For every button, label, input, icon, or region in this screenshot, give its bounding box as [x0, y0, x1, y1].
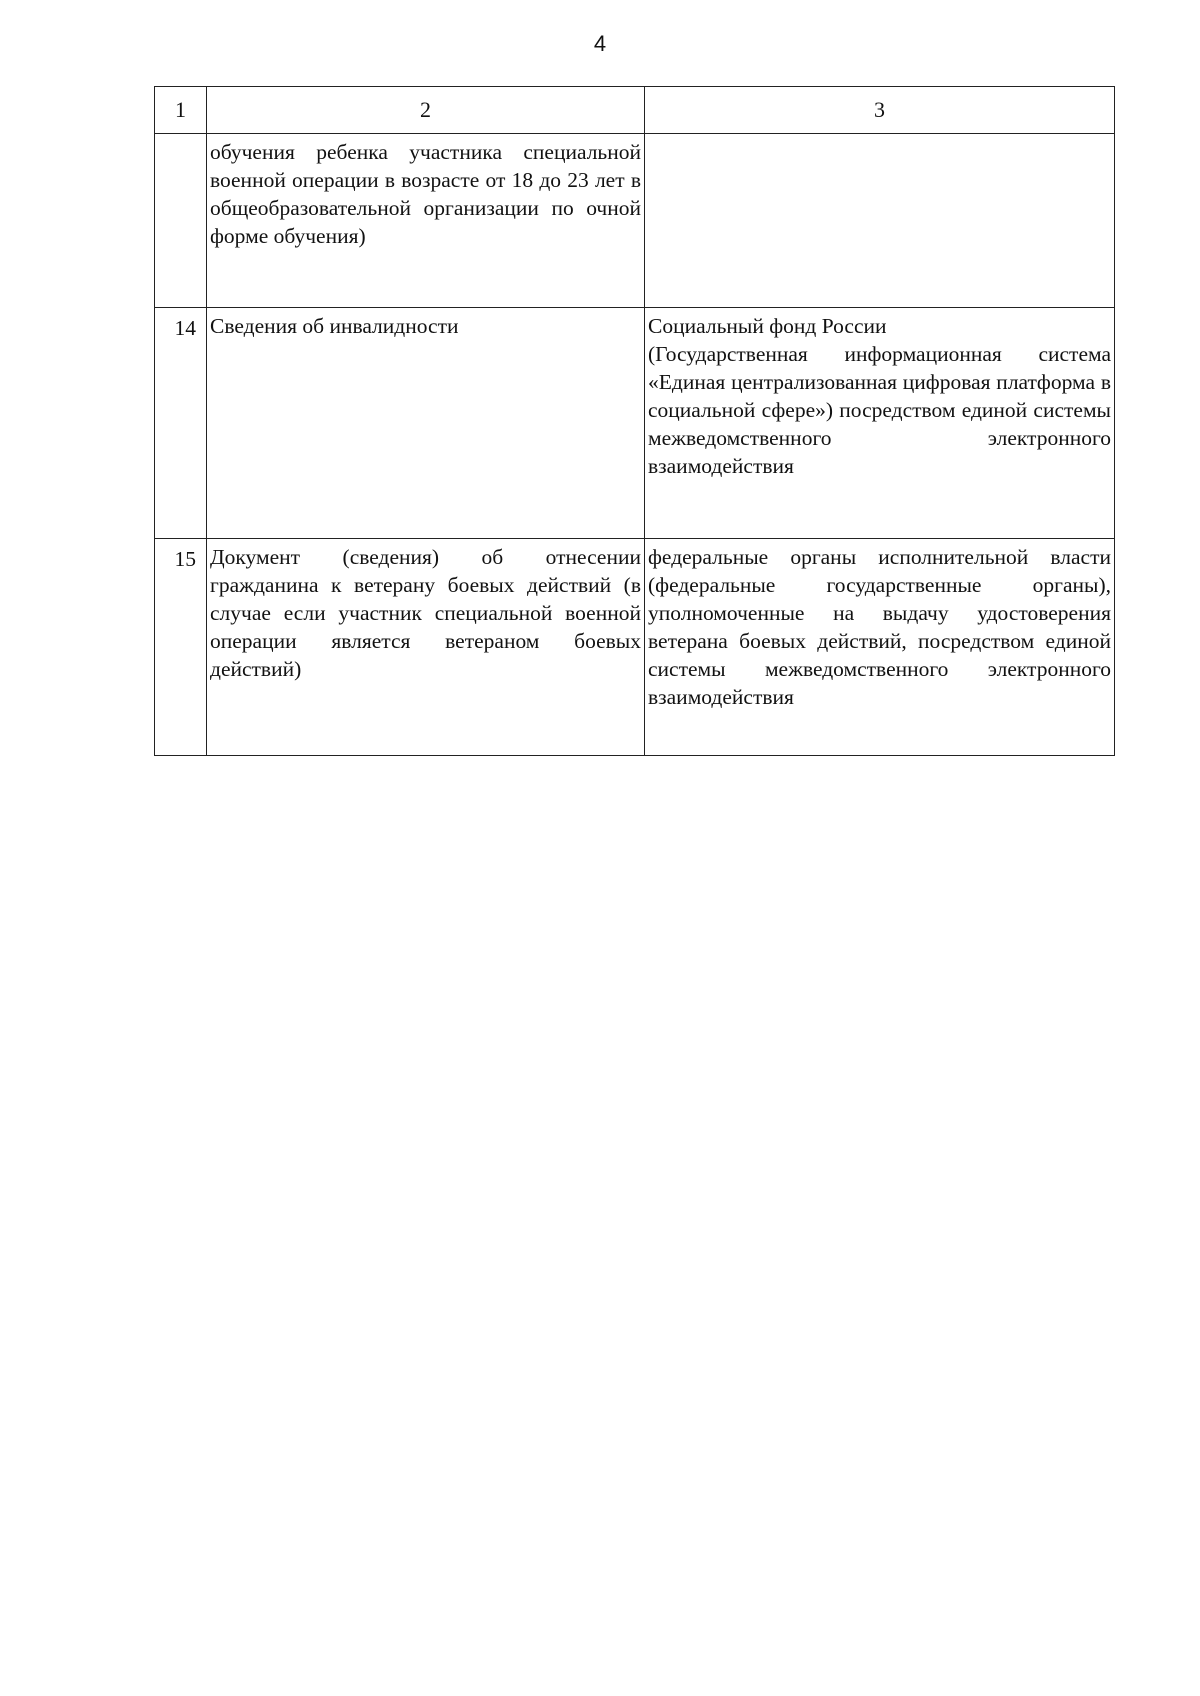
table-row	[155, 134, 1115, 308]
source-line-fund: Социальный фонд России	[648, 314, 887, 338]
source-cell	[645, 134, 1115, 308]
document-cell: обучения ребенка участника специальной военной операции в возрасте от 18 до 23 лет в общеобразовательной организации по очной форме обучения)	[207, 134, 645, 308]
column-header-number: 1	[155, 87, 207, 134]
table-row	[155, 308, 1115, 539]
page-number: 4	[593, 31, 607, 56]
row-number-cell: 15	[155, 539, 207, 756]
documents-table	[154, 86, 1115, 756]
row-number-cell: 14	[155, 308, 207, 539]
document-cell: Сведения об инвалидности	[207, 308, 645, 539]
document-cell: Документ (сведения) об отнесении гражданина к ветерану боевых действий (в случае если участник специальной военной операции является ветераном боевых действий)	[207, 539, 645, 756]
table-row	[155, 539, 1115, 756]
column-header-document: 2	[207, 87, 645, 134]
column-header-source: 3	[645, 87, 1115, 134]
source-line-system: (Государственная информационная система «Единая централизованная цифровая платформа в социальной сфере») посредством единой системы межведомственного электронного взаимодействия	[648, 342, 1111, 478]
table-header-row	[155, 87, 1115, 134]
source-cell: федеральные органы исполнительной власти (федеральные государственные органы), уполномоченные на выдачу удостоверения ветерана боевых действий, посредством единой системы межведомственного электронного взаимодействия	[645, 539, 1115, 756]
row-number-cell	[155, 134, 207, 308]
source-cell	[645, 308, 1115, 539]
